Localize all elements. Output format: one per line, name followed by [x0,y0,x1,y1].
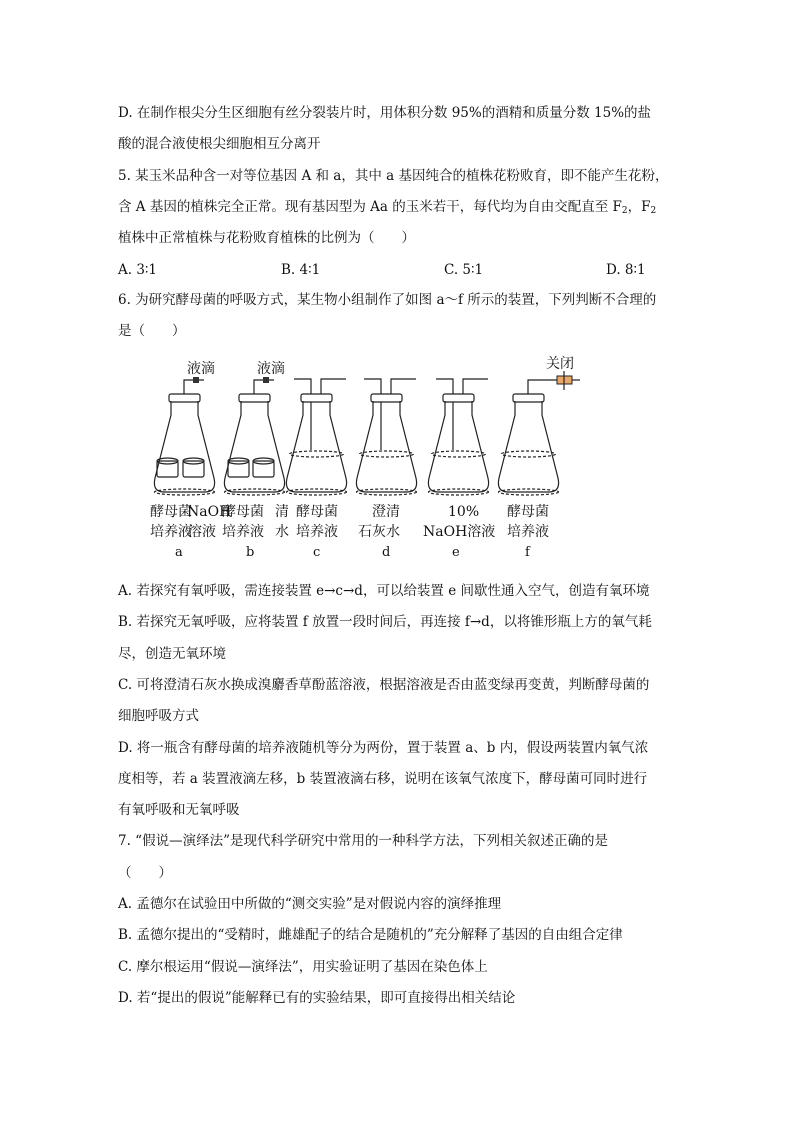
q5-stem-line2 [118,198,656,220]
q7-stem-line2: （ ） [118,865,172,881]
q5-stem-line2-text: 含 A 基因的植株完全正常。现有基因型为 Aa 的玉米若干，每代均为自由交配直至 F [118,199,622,215]
q7-option-b: B. 孟德尔提出的“受精时，雌雄配子的结合是随机的”充分解释了基因的自由组合定律 [118,927,623,943]
flask-e [428,379,488,495]
flask-letter-d: d [382,545,391,560]
label-a-left-2: 培养液 [150,524,192,540]
label-b-right-2: 水 [275,524,289,540]
q5-f2-subscript: 2 [621,206,628,216]
flask-letter-b: b [246,545,255,560]
flask-a [154,380,214,495]
q7-option-c: C. 摩尔根运用“假说—演绎法”，用实验证明了基因在染色体上 [118,959,488,975]
q6-stem-line1: 6. 为研究酵母菌的呼吸方式，某生物小组制作了如图 a～f 所示的装置，下列判断不合理的 [118,292,657,308]
flask-letter-f: f [525,545,530,560]
q5-stem-line2-tail: ，F [627,199,651,215]
flask-letter-c: c [313,545,321,560]
closed-label: 关闭 [546,356,574,372]
label-e-1: 10% [448,504,480,520]
q4-option-d-line2: 酸的混合液使根尖细胞相互分离开 [118,136,321,152]
label-b-left-2: 培养液 [222,524,264,540]
q5-option-d: D. 8∶1 [606,262,646,278]
q5-stem-line1: 5. 某玉米品种含一对等位基因 A 和 a，其中 a 基因纯合的植株花粉败育，即不能产生花粉， [118,168,669,184]
q6-stem-line2: 是（ ） [118,323,186,339]
q6-option-d-line3: 有氧呼吸和无氧呼吸 [118,802,240,818]
q5-option-a: A. 3∶1 [118,262,158,278]
drop-label-a: 液滴 [187,361,215,377]
q6-option-b-line2: 尽，创造无氧环境 [118,646,226,662]
q5-f2-subscript-2: 2 [650,206,657,216]
label-b-left-1: 酵母菌 [222,504,264,520]
q6-option-c-line1: C. 可将澄清石灰水换成溴麝香草酚蓝溶液，根据溶液是否由蓝变绿再变黄，判断酵母菌的 [118,677,650,693]
label-a-right-2: 溶液 [188,524,216,540]
label-a-right-1: NaOH [187,504,232,520]
q7-option-d: D. 若“提出的假说”能解释已有的实验结果，即可直接得出相关结论 [118,990,516,1006]
label-f-1: 酵母菌 [507,504,549,520]
q7-option-a: A. 孟德尔在试验田中所做的“测交实验”是对假说内容的演绎推理 [118,896,502,912]
q6-option-c-line2: 细胞呼吸方式 [118,708,199,724]
q6-option-d-line2: 度相等，若 a 装置液滴左移，b 装置液滴右移，说明在该氧气浓度下，酵母菌可同时进行 [118,771,648,787]
label-c-2: 培养液 [296,524,338,540]
flask-f [498,380,572,495]
flask-c [286,379,346,495]
q7-stem-line1: 7. “假说—演绎法”是现代科学研究中常用的一种科学方法，下列相关叙述正确的是 [118,833,608,849]
valve-icon [557,371,580,390]
label-b-right-1: 清 [275,504,289,520]
droplet-a [193,377,199,383]
label-c-1: 酵母菌 [296,504,338,520]
label-a-left-1: 酵母菌 [150,504,192,520]
q5-stem-line3: 植株中正常植株与花粉败育植株的比例为（ ） [118,230,415,246]
flask-d [356,379,416,495]
label-f-2: 培养液 [507,524,549,540]
q6-option-a: A. 若探究有氧呼吸，需连接装置 e→c→d，可以给装置 e 间歇性通入空气，创造有氧环境 [118,583,650,599]
flask-b [224,380,284,495]
droplet-b [263,377,269,383]
flask-letter-a: a [175,545,183,560]
label-d-2: 石灰水 [358,524,400,540]
label-e-2: NaOH溶液 [423,524,496,540]
yeast-apparatus-figure [0,350,794,565]
q5-option-c: C. 5∶1 [444,262,484,278]
q6-option-b-line1: B. 若探究无氧呼吸，应将装置 f 放置一段时间后，再连接 f→d，以将锥形瓶上方的氧气耗 [118,614,652,630]
q4-option-d-line1: D. 在制作根尖分生区细胞有丝分裂装片时，用体积分数 95%的酒精和质量分数 15%的盐 [118,105,652,121]
q6-option-d-line1: D. 将一瓶含有酵母菌的培养液随机等分为两份，置于装置 a、b 内，假设两装置内氧气浓 [118,740,649,756]
drop-label-b: 液滴 [257,361,285,377]
q5-option-b: B. 4∶1 [281,262,321,278]
label-d-1: 澄清 [372,504,400,520]
flask-letter-e: e [452,545,460,560]
